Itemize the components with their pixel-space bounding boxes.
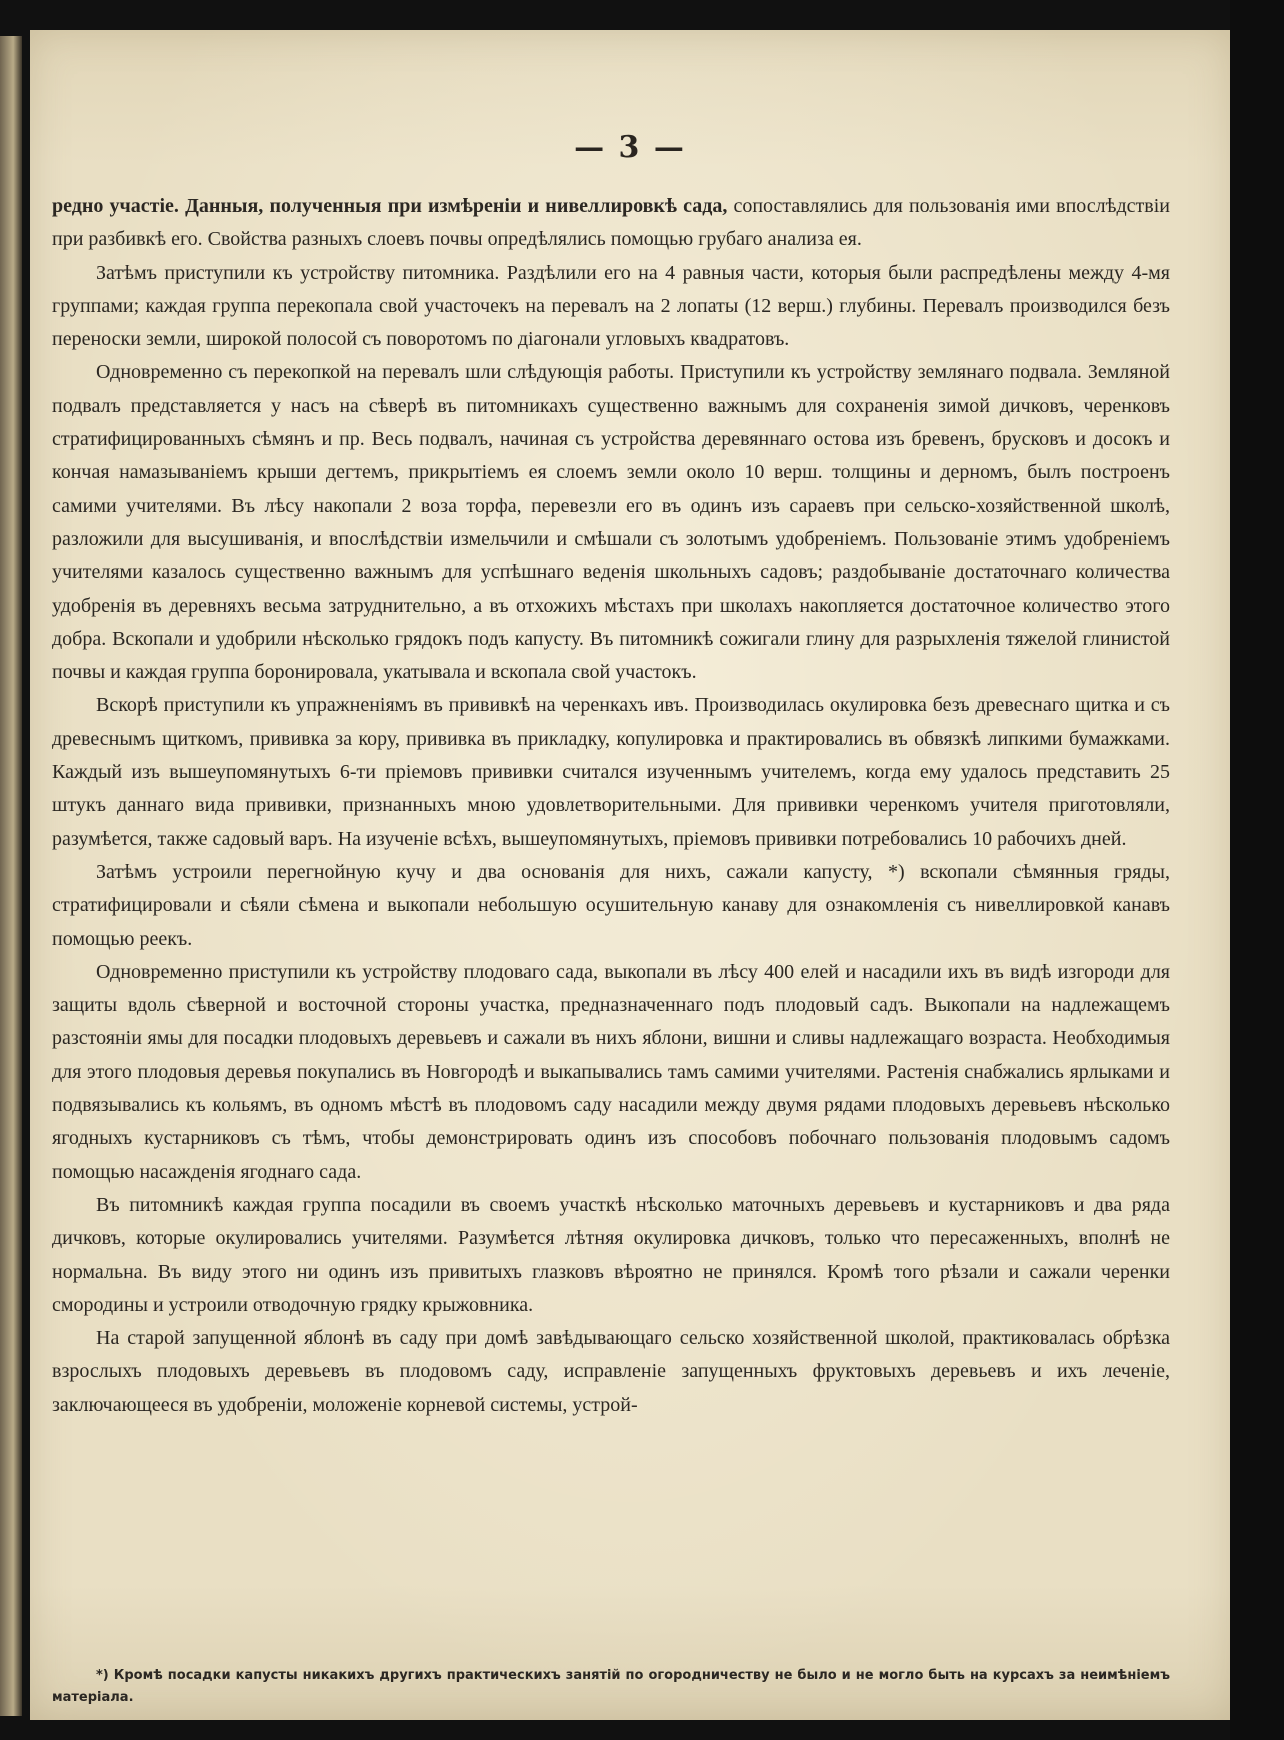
paragraph-2: Затѣмъ приступили къ устройству питомника. Раздѣлили его на 4 равныя части, которыя были распредѣлены между 4-мя группами; каждая группа перекопала свой участочекъ на перевалъ на 2 лопаты (12 верш.) глубины. Перевалъ производился безъ переноски земли, широкой полосой съ поворотомъ по діагонали угловыхъ квадратовъ.: [52, 261, 1170, 351]
paragraph-1-text: сопоставлялись для пользованія ими впослѣдствіи при разбивкѣ его. Свойства разныхъ слоевъ почвы опредѣлялись помощью грубаго анализа ея.: [52, 195, 1170, 251]
paragraph-5: Затѣмъ устроили перегнойную кучу и два основанія для нихъ, сажали капусту, *) вскопали сѣмянныя гряды, стратифицировали и сѣяли сѣмена и выкопали небольшую осушительную канаву для ознакомленія съ нивеллировкой канавъ помощью реекъ.: [52, 860, 1170, 950]
paragraph-3: Одновременно съ перекопкой на перевалъ шли слѣдующія работы. Приступили къ устройству землянаго подвала. Земляной подвалъ представляется у насъ на сѣверѣ въ питомникахъ существенно важнымъ для сохраненія зимой дичковъ, черенковъ стратифицированныхъ сѣмянъ и пр. Весь подвалъ, начиная съ устройства деревяннаго остова изъ бревенъ, брусковъ и досокъ и кончая намазываніемъ крыши дегтемъ, прикрытіемъ ея слоемъ земли около 10 верш. толщины и дерномъ, былъ построенъ самими учителями. Въ лѣсу накопали 2 воза торфа, перевезли его въ одинъ изъ сараевъ при сельско-хозяйственной школѣ, разложили для высушиванія, и впослѣдствіи измельчили и смѣшали съ золотымъ удобреніемъ. Пользованіе этимъ удобреніемъ учителями казалось существенно важнымъ для успѣшнаго веденія школьныхъ садовъ; раздобываніе достаточнаго количества удобренія въ деревняхъ весьма затруднительно, а въ отхожихъ мѣстахъ при школахъ накопляется достаточное количество этого добра. Вскопали и удобрили нѣсколько грядокъ подъ капусту. Въ питомникѣ сожигали глину для разрыхленія тяжелой глинистой почвы и каждая группа боронировала, укатывала и вскопала свой участокъ.: [52, 361, 1170, 684]
paragraph-8: На старой запущенной яблонѣ въ саду при домѣ завѣдывающаго сельско хозяйственной школой, практиковалась обрѣзка взрослыхъ плодовыхъ деревьевъ въ плодовомъ саду, исправленіе запущенныхъ фруктовыхъ деревьевъ и ихъ леченіе, заключающееся въ удобреніи, моложеніе корневой системы, устрой-: [52, 1327, 1170, 1416]
paragraph-4: Вскорѣ приступили къ упражненіямъ въ прививкѣ на черенкахъ ивъ. Производилась окулировка безъ древеснаго щитка и съ древеснымъ щиткомъ, прививка за кору, прививка въ прикладку, копулировка и практировались въ обвязкѣ липкими бумажками. Каждый изъ вышеупомянутыхъ 6-ти пріемовъ прививки считался изученнымъ учителемъ, когда ему удалось представить 25 штукъ даннаго вида прививки, признанныхъ мною удовлетворительными. Для прививки черенкомъ учителя приготовляли, разумѣется, также садовый варъ. На изученіе всѣхъ, вышеупомянутыхъ, пріемовъ прививки потребовались 10 рабочихъ дней.: [52, 694, 1170, 850]
page-number: — 3 —: [574, 130, 686, 165]
book-page: [30, 30, 1230, 1720]
previous-page-edge: [0, 36, 22, 1716]
scan-border-right: [1230, 0, 1284, 1740]
paragraph-6: Одновременно приступили къ устройству плодоваго сада, выкопали въ лѣсу 400 елей и насадили ихъ въ видѣ изгороди для защиты вдоль сѣверной и восточной стороны участка, предназначеннаго подъ плодовый садъ. Выкопали на надлежащемъ разстояніи ямы для посадки плодовыхъ деревьевъ и сажали въ нихъ яблони, вишни и сливы надлежащаго возраста. Необходимыя для этого плодовыя деревья покупались въ Новгородѣ и выкапывались тамъ самими учителями. Растенія снабжались ярлыками и подвязывались къ кольямъ, въ одномъ мѣстѣ въ плодовомъ саду насадили между двумя рядами плодовыхъ деревьевъ нѣсколько ягодныхъ кустарниковъ съ тѣмъ, чтобы демонстрировать одинъ изъ способовъ побочнаго пользованія плодовымъ садомъ помощью насажденія ягоднаго сада.: [52, 960, 1170, 1183]
paragraph-1-lead: редно участіе. Данныя, полученныя при измѣреніи и нивеллировкѣ сада,: [52, 195, 728, 217]
footnote-text: *) Кромѣ посадки капусты никакихъ другихъ практическихъ занятій по огородничеству не было и не могло быть на курсахъ за неимѣніемъ матеріала.: [52, 1668, 1170, 1705]
footnote: [52, 1665, 1170, 1709]
body-text: [52, 190, 1170, 1422]
paragraph-1: [52, 190, 1170, 257]
paragraph-7: Въ питомникѣ каждая группа посадили въ своемъ участкѣ нѣсколько маточныхъ деревьевъ и кустарниковъ и два ряда дичковъ, которые окулировались учителями. Разумѣется лѣтняя окулировка дичковъ, только что пересаженныхъ, вполнѣ не нормальна. Въ виду этого ни одинъ изъ привитыхъ глазковъ вѣроятно не принялся. Кромѣ того рѣзали и сажали черенки смородины и устроили отводочную грядку крыжовника.: [52, 1193, 1170, 1316]
